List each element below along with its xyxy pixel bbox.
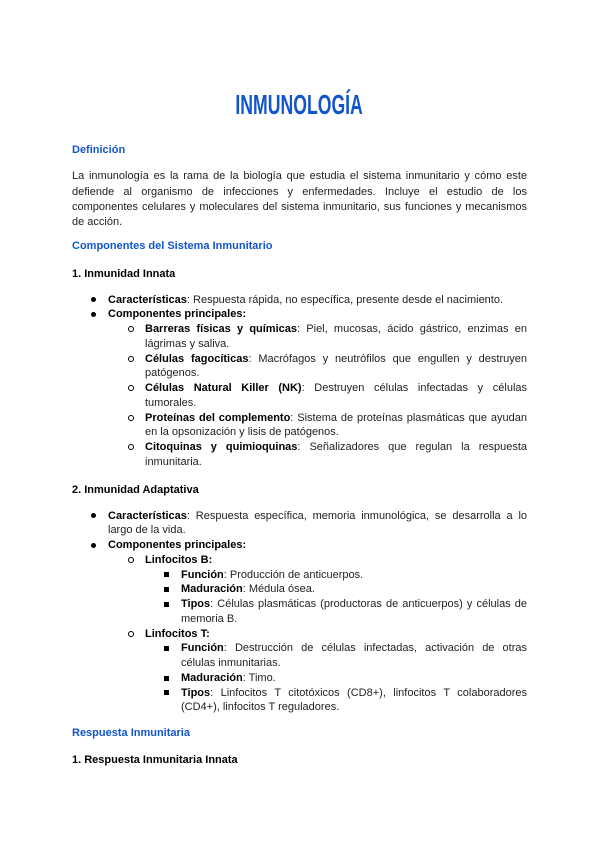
response-heading: Respuesta Inmunitaria bbox=[72, 726, 190, 739]
components-heading: Componentes del Sistema Inmunitario bbox=[72, 239, 273, 252]
list-item bbox=[145, 322, 527, 352]
item-label: Barreras físicas y químicas bbox=[145, 323, 297, 335]
item-label: Características bbox=[108, 509, 187, 522]
item-label: Maduración bbox=[181, 583, 243, 596]
item-text: : Sistema de proteínas plasmáticas que ayudan en la opsonización y lisis de patógenos. bbox=[145, 411, 527, 439]
adaptive-list bbox=[72, 509, 527, 716]
item-text: : Destruyen células infectadas y células tumorales. bbox=[145, 382, 527, 409]
adaptive-components-list bbox=[108, 553, 527, 715]
item-text: : Destrucción de células infectadas, activación de otras células inmunitarias. bbox=[181, 642, 527, 669]
item-text: : Señalizadores que regulan la respuesta inmunitaria. bbox=[145, 441, 528, 468]
item-label: Tipos bbox=[181, 598, 211, 610]
definition-heading: Definición bbox=[72, 143, 126, 156]
list-item bbox=[108, 307, 527, 469]
item-text: : bbox=[208, 553, 213, 566]
item-label: Componentes principales bbox=[108, 308, 243, 321]
item-text: : Macrófagos y neutrófilos que engullen y destruyen patógenos. bbox=[145, 352, 527, 380]
item-label: Células fagocíticas bbox=[145, 352, 249, 365]
item-text: : bbox=[242, 308, 247, 321]
item-label: Maduración bbox=[181, 671, 243, 684]
item-text: : Timo. bbox=[242, 671, 276, 684]
b-lymphocytes-list bbox=[145, 568, 527, 627]
item-label: Características bbox=[108, 293, 187, 306]
list-item bbox=[181, 568, 527, 583]
item-label: Células Natural Killer (NK) bbox=[145, 382, 302, 394]
list-item bbox=[108, 538, 527, 715]
innate-immunity-heading: 1. Inmunidad Innata bbox=[72, 267, 176, 280]
item-text: : Respuesta específica, memoria inmunológica, se desarrolla a lo largo de la vida. bbox=[108, 509, 527, 537]
list-item bbox=[145, 381, 527, 411]
item-label: Tipos bbox=[181, 686, 211, 699]
page-title: INMUNOLOGÍA bbox=[235, 89, 364, 120]
definition-text: La inmunología es la rama de la biología que estudia el sistema inmunitario y cómo este defiende al organismo de infecciones y enfermedades. Incluye el estudio de los componentes celulares y moleculares del sistema inmunitario, sus funciones y mecanismos de acción. bbox=[72, 170, 527, 228]
item-label: Citoquinas y quimioquinas bbox=[145, 441, 298, 453]
item-text: : bbox=[206, 627, 210, 640]
list-item bbox=[108, 293, 527, 308]
item-text: : bbox=[242, 539, 247, 551]
list-item bbox=[108, 509, 527, 539]
innate-components-list bbox=[108, 322, 527, 470]
item-label: Proteínas del complemento bbox=[145, 411, 291, 424]
list-item bbox=[181, 597, 527, 627]
item-text: : Células plasmáticas (productoras de anticuerpos) y células de memoria B. bbox=[181, 598, 527, 625]
item-text: : Producción de anticuerpos. bbox=[223, 568, 364, 581]
item-text: : Linfocitos T citotóxicos (CD8+), linfocitos T colaboradores (CD4+), linfocitos T reguladores. bbox=[181, 686, 527, 714]
list-item bbox=[145, 553, 527, 627]
innate-list bbox=[72, 293, 527, 470]
list-item bbox=[145, 440, 527, 470]
response-subheading: 1. Respuesta Inmunitaria Innata bbox=[72, 753, 238, 766]
item-label: Linfocitos T bbox=[145, 627, 207, 640]
item-text: : Respuesta rápida, no específica, presente desde el nacimiento. bbox=[186, 293, 504, 306]
list-item bbox=[145, 352, 527, 382]
adaptive-immunity-heading: 2. Inmunidad Adaptativa bbox=[72, 483, 199, 496]
item-label: Función bbox=[181, 642, 224, 655]
t-lymphocytes-list bbox=[145, 641, 527, 715]
item-text: : Piel, mucosas, ácido gástrico, enzimas en lágrimas y saliva. bbox=[145, 323, 527, 350]
list-item bbox=[181, 686, 527, 716]
item-text: : Médula ósea. bbox=[242, 583, 315, 596]
title-block bbox=[72, 90, 527, 120]
list-item bbox=[145, 411, 527, 441]
list-item bbox=[181, 671, 527, 686]
item-label: Linfocitos B bbox=[145, 553, 209, 566]
document-content bbox=[72, 0, 527, 768]
list-item bbox=[181, 641, 527, 671]
list-item bbox=[145, 627, 527, 716]
item-label: Función bbox=[181, 568, 224, 581]
item-label: Componentes principales bbox=[108, 539, 243, 551]
list-item bbox=[181, 582, 527, 597]
